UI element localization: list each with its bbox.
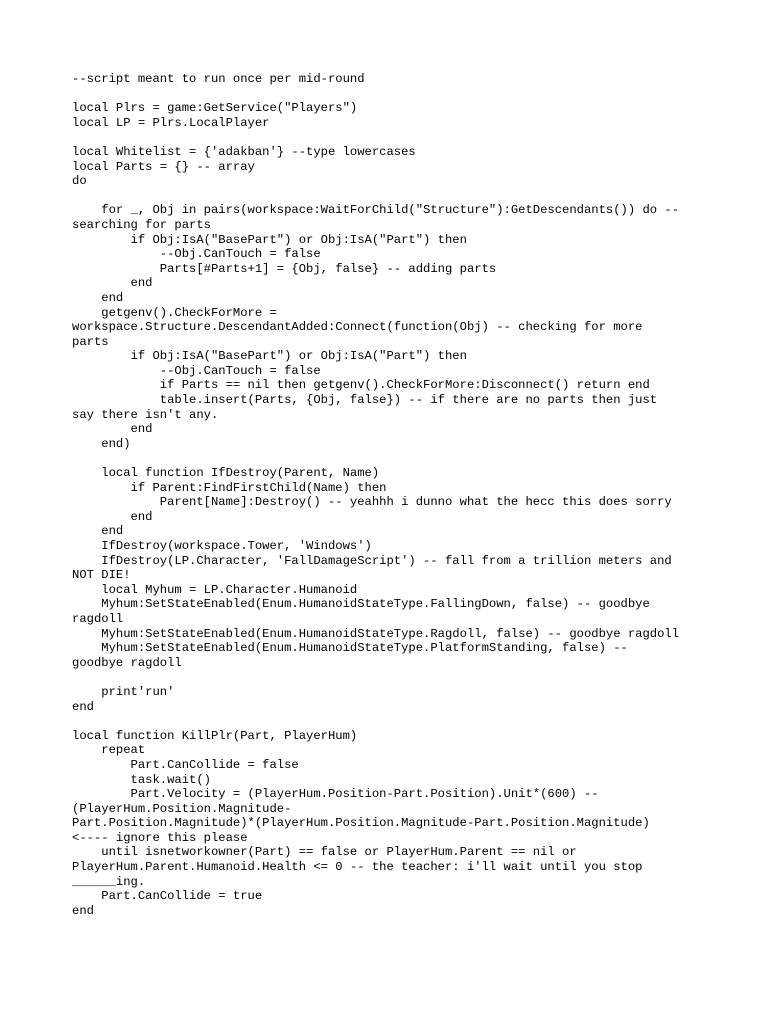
code-line: do (72, 174, 87, 189)
code-line: (PlayerHum.Position.Magnitude- (72, 801, 292, 816)
code-line: Part.CanCollide = false (72, 757, 299, 772)
code-line: Parent[Name]:Destroy() -- yeahhh i dunno what the hecc this does sorry (72, 495, 672, 510)
code-line: Myhum:SetStateEnabled(Enum.HumanoidStateType.PlatformStanding, false) -- (72, 641, 628, 656)
code-line: local LP = Plrs.LocalPlayer (72, 115, 270, 130)
code-line: end (72, 524, 124, 539)
code-line: Parts[#Parts+1] = {Obj, false} -- adding parts (72, 261, 497, 276)
code-line: local Myhum = LP.Character.Humanoid (72, 582, 358, 597)
code-line (72, 189, 712, 204)
code-line: IfDestroy(LP.Character, 'FallDamageScript') -- fall from a trillion meters and (72, 553, 672, 568)
code-line: ______ing. (72, 874, 146, 889)
code-line: IfDestroy(workspace.Tower, 'Windows') (72, 539, 372, 553)
code-line (72, 451, 712, 466)
code-line (72, 714, 712, 729)
code-line: searching for parts (72, 217, 211, 232)
code-line: if Parts == nil then getgenv().CheckForMore:Disconnect() return end (72, 378, 650, 393)
code-line: local Whitelist = {'adakban'} --type lowercases (72, 144, 416, 159)
code-line: print'run' (72, 684, 175, 699)
code-line: --Obj.CanTouch = false (72, 247, 321, 262)
code-line (72, 87, 712, 102)
code-line: end (72, 422, 153, 437)
code-line: Myhum:SetStateEnabled(Enum.HumanoidStateType.FallingDown, false) -- goodbye (72, 597, 650, 612)
code-line: PlayerHum.Parent.Humanoid.Health <= 0 -- the teacher: i'll wait until you stop (72, 860, 643, 875)
code-line: getgenv().CheckForMore = (72, 305, 277, 320)
code-line: if Obj:IsA("BasePart") or Obj:IsA("Part") then (72, 232, 467, 247)
code-line: end (72, 509, 153, 524)
code-line: local Parts = {} -- array (72, 159, 255, 174)
code-line: local Plrs = game:GetService("Players") (72, 101, 358, 116)
code-line: Part.Velocity = (PlayerHum.Position-Part.Position).Unit*(600) -- (72, 787, 599, 802)
code-line: until isnetworkowner(Part) == false or PlayerHum.Parent == nil or (72, 845, 577, 860)
code-line: --script meant to run once per mid-round (72, 72, 365, 86)
code-line (72, 130, 712, 145)
code-line: end (72, 290, 124, 305)
code-line (72, 670, 712, 685)
code-line: end (72, 903, 94, 918)
code-block (72, 72, 712, 918)
code-line: Part.CanCollide = true (72, 889, 263, 904)
code-line: goodbye ragdoll (72, 655, 182, 670)
code-line: parts (72, 334, 109, 349)
code-line: table.insert(Parts, {Obj, false}) -- if there are no parts then just (72, 393, 658, 408)
code-line: end (72, 699, 94, 714)
code-line: if Obj:IsA("BasePart") or Obj:IsA("Part") then (72, 349, 467, 364)
code-line: <---- ignore this please (72, 830, 248, 845)
code-line: task.wait() (72, 772, 211, 787)
code-line: repeat (72, 743, 146, 758)
code-line: --Obj.CanTouch = false (72, 363, 321, 378)
code-line: Part.Position.Magnitude)*(PlayerHum.Position.Magnitude-Part.Position.Magnitude) (72, 816, 650, 831)
code-line: NOT DIE! (72, 568, 131, 583)
code-line: for _, Obj in pairs(workspace:WaitForChild("Structure"):GetDescendants()) do -- (72, 203, 680, 218)
code-line: Myhum:SetStateEnabled(Enum.HumanoidStateType.Ragdoll, false) -- goodbye ragdoll (72, 626, 680, 641)
code-line: if Parent:FindFirstChild(Name) then (72, 480, 387, 495)
code-line: workspace.Structure.DescendantAdded:Connect(function(Obj) -- checking for more (72, 320, 643, 335)
code-line: end (72, 276, 153, 291)
code-line: local function KillPlr(Part, PlayerHum) (72, 728, 358, 743)
code-line: ragdoll (72, 611, 124, 626)
code-line: local function IfDestroy(Parent, Name) (72, 466, 380, 481)
code-line: end) (72, 436, 131, 451)
code-line: say there isn't any. (72, 407, 219, 422)
